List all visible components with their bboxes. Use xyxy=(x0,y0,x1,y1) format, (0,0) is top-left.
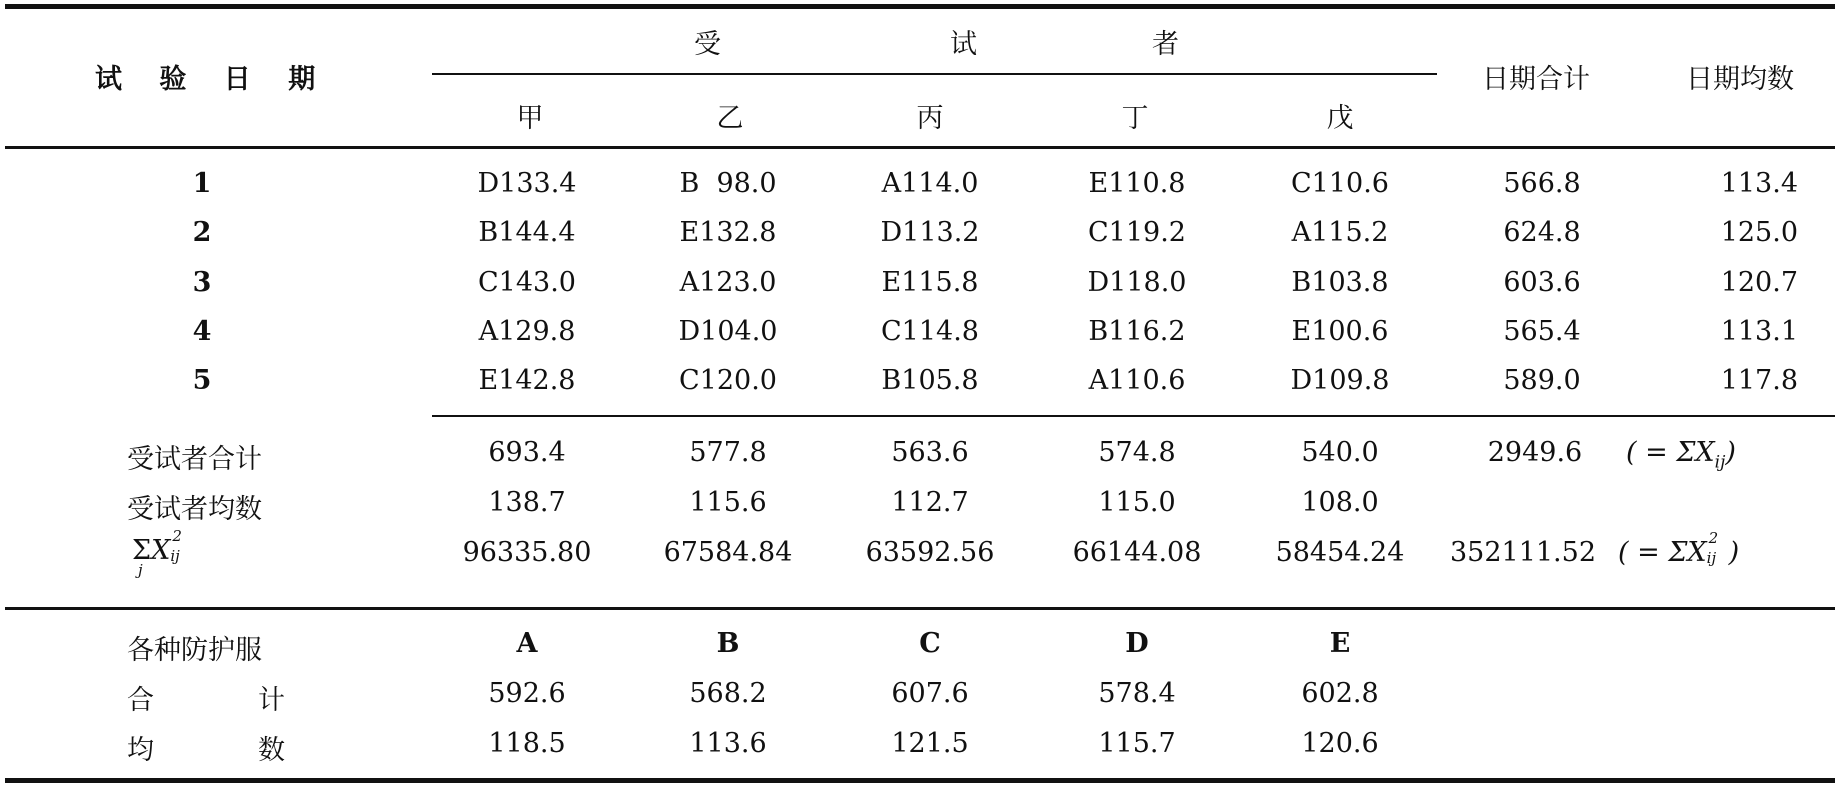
table-cell: A114.0 xyxy=(881,168,979,199)
suit-total-cell: 578.4 xyxy=(1098,678,1176,709)
subjects-group-char-2: 试 xyxy=(950,29,977,60)
suit-mean-cell: 120.6 xyxy=(1301,728,1379,759)
sum-sigma-index: j xyxy=(138,561,143,579)
table-cell: C143.0 xyxy=(478,267,576,298)
table-cell: A110.6 xyxy=(1088,365,1186,396)
suit-letter-cell: E xyxy=(1329,628,1351,659)
grand-total-note-close: ) xyxy=(1725,437,1736,468)
suit-total-cell: 568.2 xyxy=(689,678,767,709)
suit-mean-label-b: 数 xyxy=(258,735,285,766)
grand-sumsq-note xyxy=(1618,529,1740,568)
grand-total-note xyxy=(1626,437,1736,472)
subject-mean-cell: 115.6 xyxy=(689,487,767,518)
subject-mean-cell: 138.7 xyxy=(488,487,566,518)
grand-sumsq-sub: ij xyxy=(1706,549,1717,567)
sum-of-squares-cell: 63592.56 xyxy=(865,537,995,568)
subject-total-cell: 574.8 xyxy=(1098,437,1176,468)
header-rule xyxy=(5,146,1835,149)
grand-sum-of-squares: 352111.52 xyxy=(1449,537,1596,568)
suit-total-label-a: 合 xyxy=(127,685,154,716)
table-cell: D133.4 xyxy=(477,168,577,199)
suit-mean-cell: 121.5 xyxy=(891,728,969,759)
table-cell: E132.8 xyxy=(679,217,777,248)
table-cell: B103.8 xyxy=(1291,267,1389,298)
bottom-rule xyxy=(5,778,1835,783)
sum-x-scripts xyxy=(170,527,192,565)
date-mean-cell: 120.7 xyxy=(1720,267,1798,298)
table-cell: B144.4 xyxy=(478,217,576,248)
date-total-cell: 624.8 xyxy=(1503,217,1581,248)
subject-mean-cell: 112.7 xyxy=(891,487,969,518)
table-cell: B105.8 xyxy=(881,365,979,396)
date-mean-header: 日期均数 xyxy=(1686,64,1794,95)
sum-of-squares-label xyxy=(132,527,192,579)
date-mean-cell: 113.4 xyxy=(1720,168,1798,199)
subject-total-cell: 540.0 xyxy=(1301,437,1379,468)
table-cell: E110.8 xyxy=(1088,168,1186,199)
suit-total-label-b: 计 xyxy=(258,685,285,716)
grand-sumsq-note-close: ) xyxy=(1728,537,1740,568)
grand-sumsq-sup: 2 xyxy=(1708,529,1719,547)
suit-mean-cell: 113.6 xyxy=(689,728,767,759)
date-mean-cell: 117.8 xyxy=(1720,365,1798,396)
subject-total-cell: 563.6 xyxy=(891,437,969,468)
date-total-cell: 566.8 xyxy=(1503,168,1581,199)
subject-total-label: 受试者合计 xyxy=(127,444,262,475)
table-cell: C114.8 xyxy=(881,316,979,347)
table-cell: B116.2 xyxy=(1088,316,1186,347)
subject-header-jia: 甲 xyxy=(516,103,544,134)
table-cell: D104.0 xyxy=(678,316,778,347)
subject-header-yi: 乙 xyxy=(716,103,744,134)
suit-letter-cell: A xyxy=(516,628,538,659)
subjects-group-char-3: 者 xyxy=(1152,29,1179,60)
table-cell: E115.8 xyxy=(881,267,979,298)
data-end-rule xyxy=(432,415,1835,417)
suit-letter-cell: D xyxy=(1125,628,1149,659)
sum-sigma-symbol: Σ xyxy=(132,535,152,566)
table-cell: E142.8 xyxy=(478,365,576,396)
subject-total-cell: 693.4 xyxy=(488,437,566,468)
sum-of-squares-cell: 66144.08 xyxy=(1072,537,1202,568)
suit-mean-label-a: 均 xyxy=(127,735,154,766)
subject-mean-cell: 115.0 xyxy=(1098,487,1176,518)
suit-mean-cell: 118.5 xyxy=(488,728,566,759)
suit-total-cell: 592.6 xyxy=(488,678,566,709)
suit-letter-cell: B xyxy=(716,628,740,659)
date-mean-cell: 125.0 xyxy=(1720,217,1798,248)
suit-letter-cell: C xyxy=(919,628,941,659)
table-cell: B 98.0 xyxy=(679,168,777,199)
date-column-header: 试 验 日 期 xyxy=(95,64,330,95)
grand-sumsq-note-text: ( = ΣX xyxy=(1618,537,1707,568)
suit-mean-cell: 115.7 xyxy=(1098,728,1176,759)
date-cell: 5 xyxy=(192,365,212,396)
date-cell: 1 xyxy=(192,168,212,199)
sum-of-squares-cell: 58454.24 xyxy=(1275,537,1405,568)
table-cell: E100.6 xyxy=(1291,316,1389,347)
suit-total-cell: 602.8 xyxy=(1301,678,1379,709)
suit-total-cell: 607.6 xyxy=(891,678,969,709)
date-total-cell: 603.6 xyxy=(1503,267,1581,298)
date-total-header: 日期合计 xyxy=(1482,64,1590,95)
date-cell: 4 xyxy=(192,316,212,347)
table-cell: C119.2 xyxy=(1088,217,1186,248)
table-cell: A115.2 xyxy=(1291,217,1389,248)
table-cell: D109.8 xyxy=(1290,365,1390,396)
table-cell: C120.0 xyxy=(679,365,777,396)
sum-sigma xyxy=(132,535,152,579)
subjects-group-char-1: 受 xyxy=(694,29,721,60)
table-cell: A123.0 xyxy=(679,267,777,298)
sum-x: X xyxy=(151,535,171,566)
table-cell: D113.2 xyxy=(880,217,980,248)
sum-x-sub: ij xyxy=(170,547,180,565)
suits-label: 各种防护服 xyxy=(127,635,262,666)
grand-sumsq-scripts xyxy=(1706,529,1729,567)
grand-total-note-sub: ij xyxy=(1714,452,1726,473)
table-cell: D118.0 xyxy=(1087,267,1187,298)
subject-header-ding: 丁 xyxy=(1121,103,1149,134)
subject-header-bing: 丙 xyxy=(916,103,944,134)
date-total-cell: 589.0 xyxy=(1503,365,1581,396)
grand-total-note-text: ( = ΣX xyxy=(1626,437,1715,468)
sum-of-squares-cell: 96335.80 xyxy=(462,537,592,568)
table-cell: A129.8 xyxy=(478,316,576,347)
sum-x-sup: 2 xyxy=(172,527,182,545)
date-total-cell: 565.4 xyxy=(1503,316,1581,347)
subject-group-rule xyxy=(432,73,1437,75)
subject-total-cell: 577.8 xyxy=(689,437,767,468)
date-mean-cell: 113.1 xyxy=(1720,316,1798,347)
grand-total: 2949.6 xyxy=(1487,437,1583,468)
subject-header-wu: 戊 xyxy=(1326,103,1354,134)
top-rule xyxy=(5,4,1835,9)
subject-mean-cell: 108.0 xyxy=(1301,487,1379,518)
date-cell: 2 xyxy=(192,217,212,248)
summary-end-rule xyxy=(5,607,1835,610)
date-cell: 3 xyxy=(192,267,212,298)
subject-mean-label: 受试者均数 xyxy=(127,494,262,525)
table-cell: C110.6 xyxy=(1291,168,1389,199)
sum-of-squares-cell: 67584.84 xyxy=(663,537,793,568)
